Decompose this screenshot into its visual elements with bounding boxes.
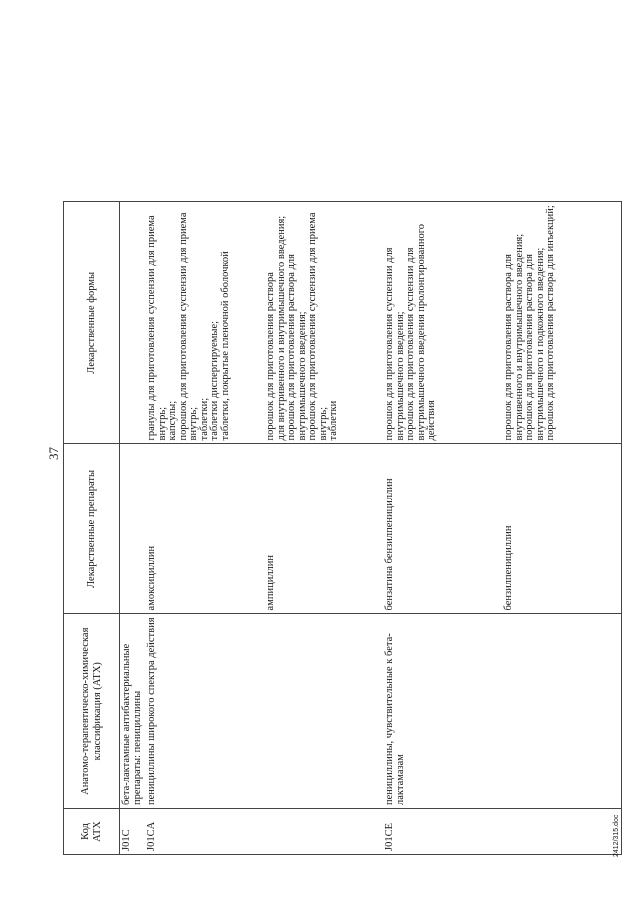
table-row (383, 202, 502, 855)
cell-forms (120, 202, 146, 444)
table-row (120, 202, 146, 855)
form-line: таблетки; (198, 397, 210, 441)
classification-line: бета-лактамные антибактериальные (121, 643, 132, 805)
table-row (264, 202, 383, 855)
cell-code: J01CA (145, 809, 264, 855)
cell-code: J01C (120, 809, 146, 855)
header-drugs: Лекарственные препараты (64, 444, 120, 614)
form-line: внутримышечного введения пролонгированного (415, 223, 427, 441)
form-line: порошок для приготовления раствора для инъекций; (545, 205, 556, 441)
cell-forms (264, 202, 383, 444)
form-line: порошок для приготовления суспензии для (384, 247, 395, 441)
cell-classification (383, 614, 502, 809)
cell-classification (145, 614, 264, 809)
form-line: порошок для приготовления суспензии для приема (177, 212, 189, 441)
form-line: порошок для приготовления суспензии для приема (307, 212, 318, 441)
cell-forms (502, 202, 622, 444)
header-forms: Лекарственные формы (64, 202, 120, 444)
form-line: действия (426, 400, 437, 441)
form-line: таблетки, покрытые пленочной оболочкой (219, 251, 231, 441)
page-number: 37 (46, 447, 61, 460)
form-line: внутрь; (317, 406, 329, 441)
table-header-row (64, 202, 120, 855)
file-name-footer: 2412/315.doc (613, 814, 620, 857)
cell-forms (383, 202, 502, 444)
classification-line: пенициллины широкого спектра действия (146, 617, 157, 805)
cell-classification (502, 614, 622, 809)
classification-line: лактамазам (394, 754, 406, 805)
classification-line: пенициллины, чувствительные к бета- (384, 633, 395, 805)
header-classification: Анатомо-терапевтическо-химическая классификация (АТХ) (64, 614, 120, 809)
cell-forms (145, 202, 264, 444)
cell-drug: ампициллин (264, 444, 383, 614)
form-line: порошок для приготовления раствора для (286, 254, 297, 441)
form-line: порошок для приготовления раствора для (524, 254, 535, 441)
cell-code (264, 809, 383, 855)
atx-table (63, 201, 622, 855)
form-line: внутривенного и внутримышечного введения; (513, 233, 525, 441)
form-line: внутримышечного введения; (296, 311, 308, 441)
table-row (502, 202, 622, 855)
form-line: для внутривенного и внутримышечного введения; (275, 215, 287, 441)
form-line: порошок для приготовления раствора (265, 272, 276, 441)
cell-drug (120, 444, 146, 614)
classification-line: препараты: пенициллины (131, 690, 143, 805)
form-line: внутрь; (156, 406, 168, 441)
form-line: порошок для приготовления раствора для (503, 254, 514, 441)
form-line: внутримышечного введения; (394, 311, 406, 441)
header-code: Код АТХ (64, 809, 120, 855)
form-line: порошок для приготовления суспензии для (405, 247, 416, 441)
form-line: таблетки диспергируемые; (209, 320, 220, 441)
table-row (145, 202, 264, 855)
form-line: внутрь; (188, 406, 199, 441)
cell-drug: бензилпенициллин (502, 444, 622, 614)
cell-drug: бензатина бензилпенициллин (383, 444, 502, 614)
cell-code: J01CE (383, 809, 502, 855)
cell-classification (120, 614, 146, 809)
cell-drug: амоксициллин (145, 444, 264, 614)
form-line: капсулы; (167, 400, 178, 441)
form-line: таблетки (328, 400, 339, 441)
cell-classification (264, 614, 383, 809)
cell-code (502, 809, 622, 855)
form-line: гранулы для приготовления суспензии для приема (146, 215, 157, 441)
form-line: внутримышечного и подкожного введения; (534, 247, 546, 441)
